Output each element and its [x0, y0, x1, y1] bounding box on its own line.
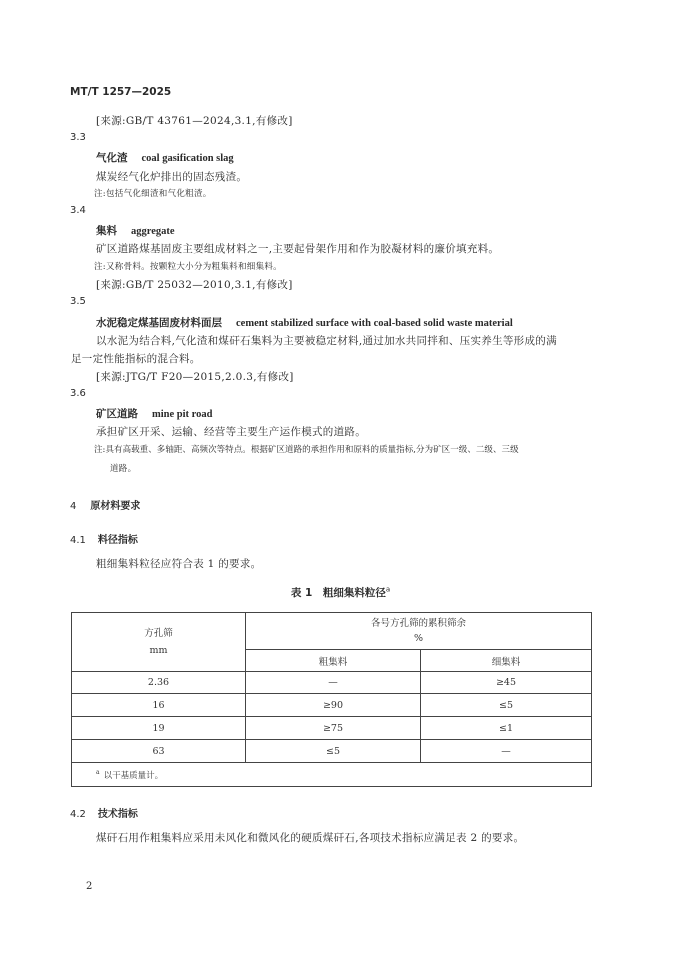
section-number: 4 [70, 501, 77, 512]
section-heading [70, 497, 140, 512]
cell-fine: ≥45 [421, 672, 592, 694]
table-header-fine: 细集料 [421, 650, 592, 672]
cell-fine: ≤5 [421, 694, 592, 717]
term-note-cont: 道路。 [110, 464, 137, 474]
table-header-coarse: 粗集料 [246, 650, 421, 672]
term-definition: 以水泥为结合料,气化渣和煤矸石集料为主要被稳定材料,通过加水共同拌和、压实养生等形成的满 [96, 335, 557, 347]
term-heading [96, 223, 175, 238]
cell-coarse: ≥90 [246, 694, 421, 717]
document-code: MT/T 1257—2025 [70, 86, 172, 98]
source-citation: [来源:JTG/T F20—2015,2.0.3,有修改] [96, 371, 294, 383]
footnote-mark: a [96, 768, 100, 776]
table-row [72, 672, 592, 694]
header-text: 方孔筛 [144, 628, 173, 639]
subsection-number: 4.2 [70, 809, 86, 820]
term-zh: 水泥稳定煤基固废材料面层 [96, 317, 222, 329]
table-row [72, 740, 592, 763]
cell-sieve: 63 [72, 740, 246, 763]
table-row [72, 694, 592, 717]
term-zh: 气化渣 [96, 152, 128, 164]
source-citation: [来源:GB/T 43761—2024,3.1,有修改] [96, 115, 293, 127]
term-number: 3.4 [70, 205, 86, 216]
cell-fine: — [421, 740, 592, 763]
term-zh: 矿区道路 [96, 408, 138, 420]
table-caption-text: 表 1 粗细集料粒径 [290, 587, 386, 599]
term-note: 注:包括气化细渣和气化粗渣。 [94, 189, 212, 199]
header-unit: mm [149, 645, 168, 656]
header-unit: % [413, 633, 424, 644]
term-en: mine pit road [152, 409, 213, 420]
subsection-number: 4.1 [70, 535, 86, 546]
subsection-heading [70, 805, 138, 820]
term-note: 注:又称骨料。按颗粒大小分为粗集料和细集料。 [94, 262, 282, 272]
cell-sieve: 16 [72, 694, 246, 717]
table-header-group [246, 613, 592, 650]
table-row [72, 717, 592, 740]
term-definition: 煤炭经气化炉排出的固态残渣。 [96, 171, 248, 183]
cell-fine: ≤1 [421, 717, 592, 740]
term-en: coal gasification slag [141, 153, 234, 164]
term-zh: 集料 [96, 225, 117, 237]
term-number: 3.6 [70, 388, 86, 399]
section-title: 原材料要求 [90, 501, 141, 512]
cell-coarse: ≤5 [246, 740, 421, 763]
term-heading [96, 150, 234, 165]
table-footnote [72, 763, 592, 787]
page-number: 2 [86, 881, 93, 892]
footnote-text: 以干基质量计。 [103, 770, 164, 781]
term-en: aggregate [131, 226, 175, 237]
term-heading [96, 315, 513, 330]
term-definition: 承担矿区开采、运输、经营等主要生产运作模式的道路。 [96, 426, 366, 438]
table-header-sieve [72, 613, 246, 672]
paragraph: 煤矸石用作粗集料应采用未风化和微风化的硬质煤矸石,各项技术指标应满足表 2 的要求。 [96, 832, 525, 844]
term-definition: 矿区道路煤基固废主要组成材料之一,主要起骨架作用和作为胶凝材料的廉价填充料。 [96, 243, 500, 255]
cell-coarse: ≥75 [246, 717, 421, 740]
subsection-title: 技术指标 [97, 809, 138, 820]
table-footnote-row [72, 763, 592, 787]
term-en: cement stabilized surface with coal-based solid waste material [236, 318, 513, 329]
table-caption-footnote-mark: a [385, 585, 391, 594]
table-caption [0, 585, 681, 600]
term-number: 3.5 [70, 296, 86, 307]
term-note: 注:具有高载重、多轴距、高频次等特点。根据矿区道路的承担作用和原料的质量指标,分为矿区一级、二级、三级 [94, 445, 519, 455]
header-text: 各号方孔筛的累积筛余 [370, 618, 466, 629]
source-citation: [来源:GB/T 25032—2010,3.1,有修改] [96, 279, 293, 291]
subsection-title: 料径指标 [97, 535, 138, 546]
table-sieve-sizes [71, 612, 592, 787]
term-heading [96, 406, 212, 421]
cell-sieve: 19 [72, 717, 246, 740]
paragraph: 粗细集料粒径应符合表 1 的要求。 [96, 558, 262, 570]
subsection-heading [70, 531, 138, 546]
cell-sieve: 2.36 [72, 672, 246, 694]
cell-coarse: — [246, 672, 421, 694]
term-definition-cont: 足一定性能指标的混合料。 [71, 353, 201, 365]
term-number: 3.3 [70, 132, 86, 143]
